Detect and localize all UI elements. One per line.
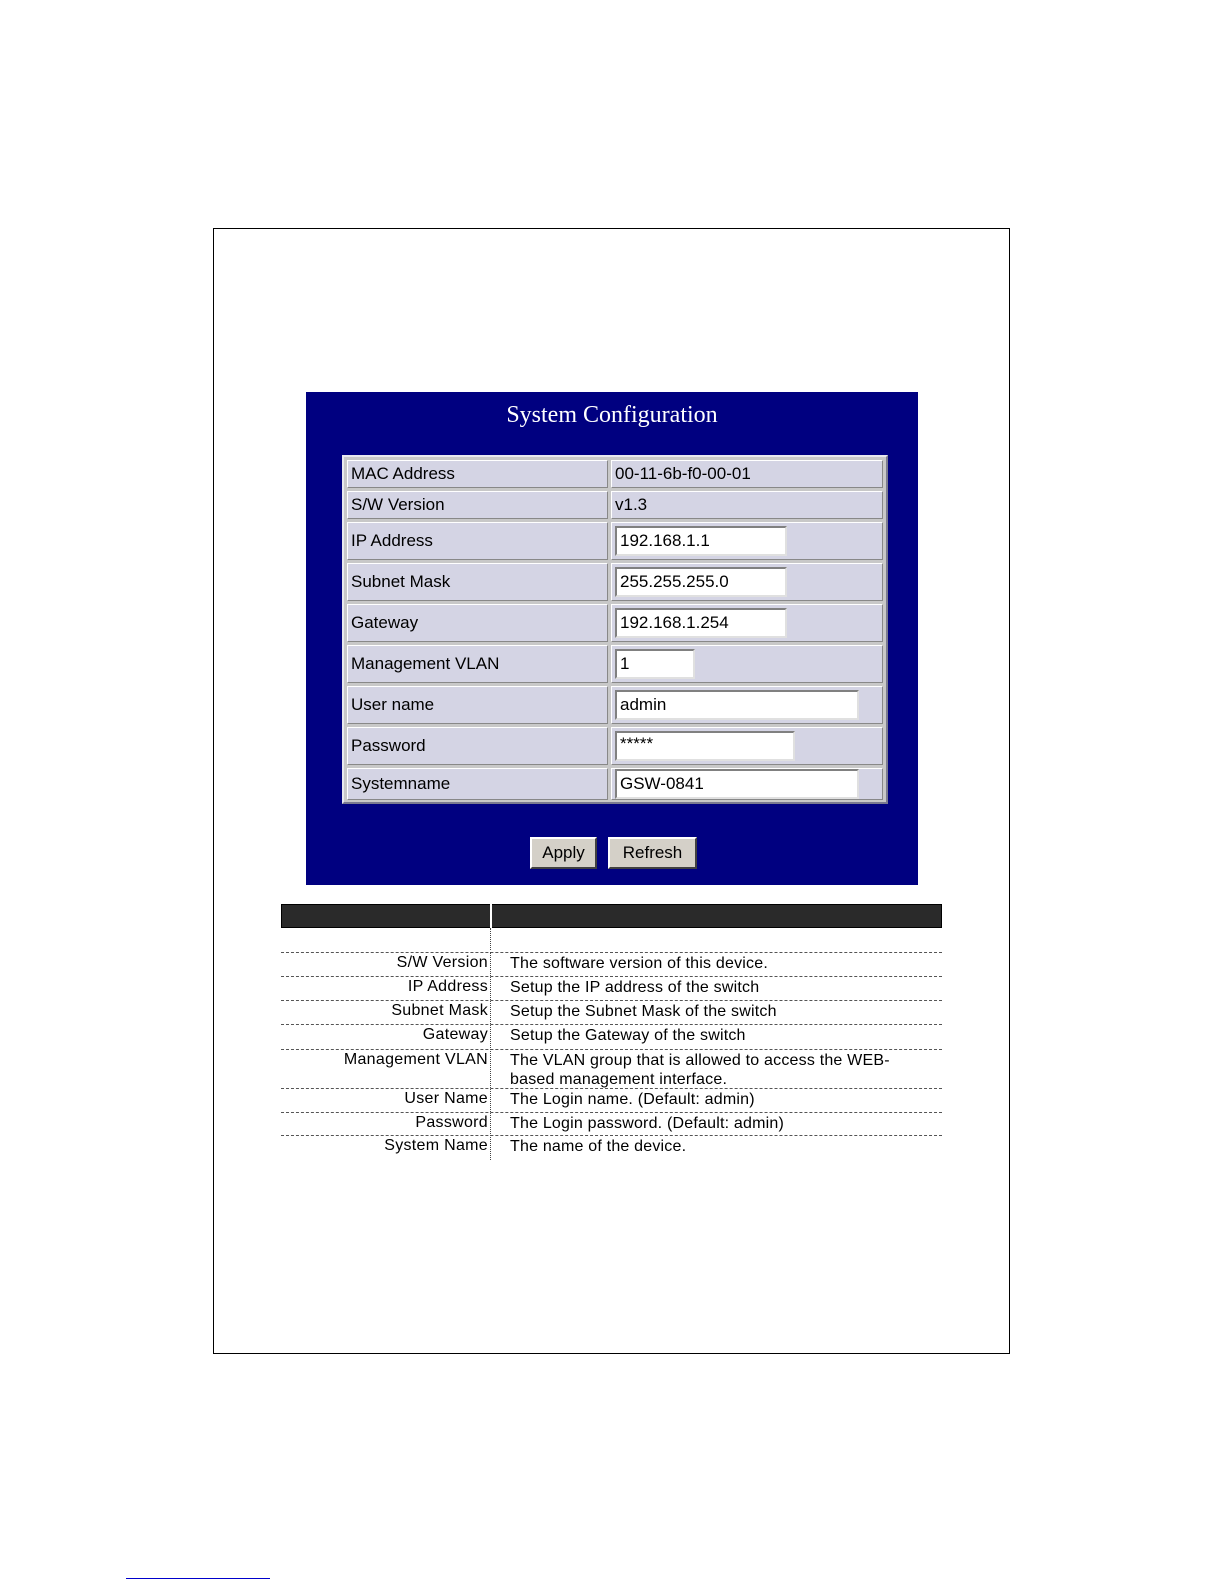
ip-address-label: IP Address [347, 522, 608, 560]
column-separator [490, 928, 491, 950]
desc-row-management-vlan [281, 1049, 942, 1089]
desc-def: Setup the Gateway of the switch [510, 1027, 746, 1044]
row-sw-version [347, 491, 883, 519]
ip-address-input[interactable]: 192.168.1.1 [615, 526, 787, 556]
subnet-mask-input[interactable]: 255.255.255.0 [615, 567, 787, 597]
desc-term: Management VLAN [343, 1051, 488, 1068]
desc-row-system-name [281, 1135, 942, 1160]
gateway-cell [611, 604, 883, 642]
desc-row-gateway [281, 1024, 942, 1049]
password-label: Password [347, 727, 608, 765]
sw-version-value: v1.3 [611, 491, 883, 519]
mac-address-label: MAC Address [347, 460, 608, 488]
desc-term: S/W Version [396, 954, 488, 971]
footer-link-underline[interactable] [126, 1578, 270, 1579]
desc-row-user-name [281, 1088, 942, 1113]
desc-row-ip-address [281, 976, 942, 1001]
user-name-input[interactable]: admin [615, 690, 859, 720]
config-table [342, 455, 888, 804]
refresh-button[interactable]: Refresh [608, 837, 697, 869]
password-cell [611, 727, 883, 765]
desc-row-password [281, 1112, 942, 1136]
row-mac-address [347, 460, 883, 488]
row-management-vlan [347, 645, 883, 683]
sw-version-label: S/W Version [347, 491, 608, 519]
user-name-cell [611, 686, 883, 724]
desc-row-sw-version [281, 952, 942, 977]
desc-def: Setup the Subnet Mask of the switch [510, 1003, 777, 1020]
row-gateway [347, 604, 883, 642]
row-subnet-mask [347, 563, 883, 601]
desc-def: The Login name. (Default: admin) [510, 1091, 755, 1108]
user-name-label: User name [347, 686, 608, 724]
desc-def: The name of the device. [510, 1138, 687, 1155]
row-password [347, 727, 883, 765]
systemname-input[interactable]: GSW-0841 [615, 769, 859, 799]
mac-address-value: 00-11-6b-f0-00-01 [611, 460, 883, 488]
desc-term: Password [415, 1114, 488, 1131]
desc-term: Subnet Mask [391, 1002, 488, 1019]
desc-term: IP Address [407, 978, 488, 995]
description-table-header [281, 904, 942, 928]
password-input[interactable]: ***** [615, 731, 795, 761]
management-vlan-label: Management VLAN [347, 645, 608, 683]
apply-button[interactable]: Apply [530, 837, 597, 869]
desc-def: Setup the IP address of the switch [510, 979, 760, 996]
gateway-input[interactable]: 192.168.1.254 [615, 608, 787, 638]
panel-title: System Configuration [506, 402, 718, 428]
desc-row-subnet-mask [281, 1000, 942, 1025]
header-divider [490, 904, 492, 928]
desc-term: Gateway [422, 1026, 488, 1043]
row-user-name [347, 686, 883, 724]
desc-def: The Login password. (Default: admin) [510, 1115, 784, 1132]
subnet-mask-cell [611, 563, 883, 601]
gateway-label: Gateway [347, 604, 608, 642]
row-ip-address [347, 522, 883, 560]
desc-term: System Name [384, 1137, 488, 1154]
system-configuration-panel [306, 392, 918, 885]
ip-address-cell [611, 522, 883, 560]
management-vlan-cell [611, 645, 883, 683]
desc-def: The VLAN group that is allowed to access the WEB-based management interface. [510, 1052, 890, 1088]
management-vlan-input[interactable]: 1 [615, 649, 695, 679]
subnet-mask-label: Subnet Mask [347, 563, 608, 601]
systemname-cell [611, 768, 883, 800]
desc-term: User Name [404, 1090, 488, 1107]
systemname-label: Systemname [347, 768, 608, 800]
desc-def: The software version of this device. [510, 955, 768, 972]
column-separator [490, 952, 491, 1160]
row-systemname [347, 768, 883, 800]
